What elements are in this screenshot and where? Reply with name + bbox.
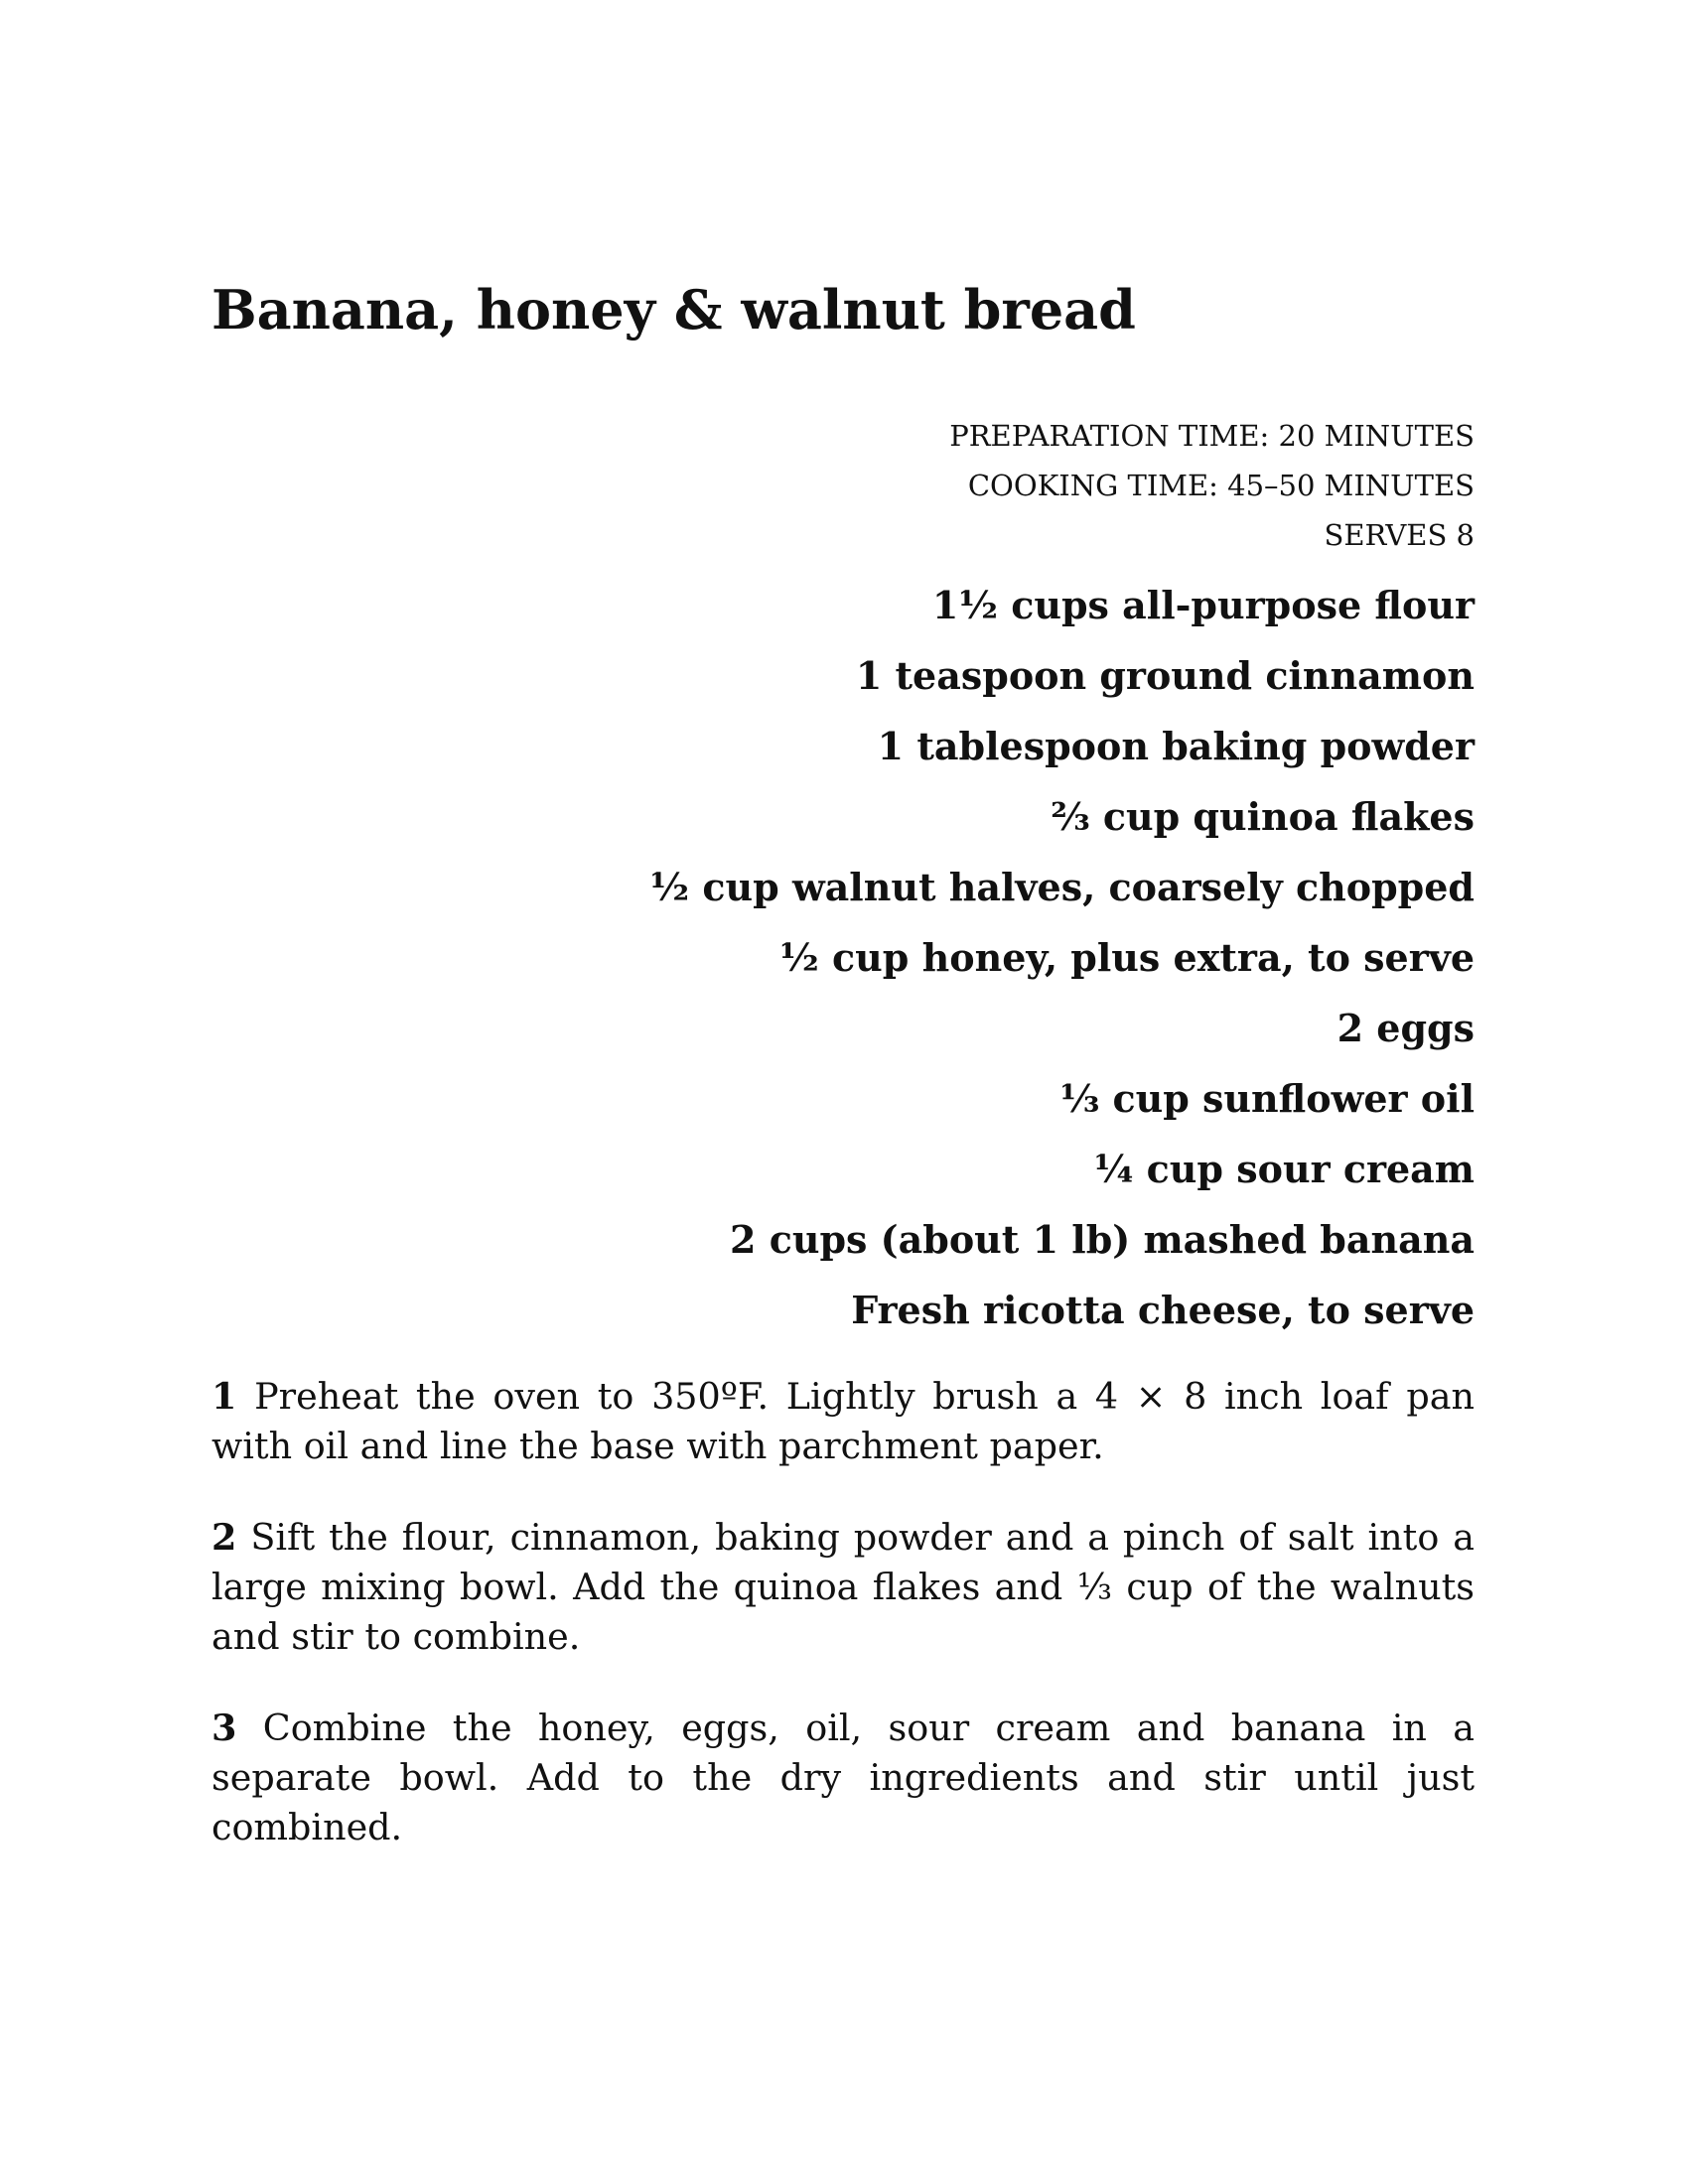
step-text: Combine the honey, eggs, oil, sour cream and banana in a separate bowl. Add to the dry ingredients and stir until just combined. xyxy=(211,1706,1475,1848)
ingredient-item: 1 teaspoon ground cinnamon xyxy=(855,653,1475,698)
ingredient-item: Fresh ricotta cheese, to serve xyxy=(851,1288,1475,1332)
method-step-1 xyxy=(211,1372,1475,1471)
ingredient-item: ⅓ cup sunflower oil xyxy=(1059,1076,1475,1121)
step-text: Preheat the oven to 350ºF. Lightly brush a 4 × 8 inch loaf pan with oil and line the base with parchment paper. xyxy=(211,1375,1475,1467)
ingredient-list xyxy=(650,570,1475,1345)
ingredient-item: 1 tablespoon baking powder xyxy=(877,724,1475,768)
step-text: Sift the flour, cinnamon, baking powder and a pinch of salt into a large mixing bowl. Add the quinoa flakes and ⅓ cup of the walnuts and stir to combine. xyxy=(211,1516,1475,1658)
recipe-page xyxy=(211,0,1475,2184)
method-step-2 xyxy=(211,1513,1475,1662)
recipe-title: Banana, honey & walnut bread xyxy=(211,278,1136,341)
method-step-3 xyxy=(211,1704,1475,1852)
ingredient-item: ½ cup walnut halves, coarsely chopped xyxy=(649,865,1475,909)
ingredient-item: ¼ cup sour cream xyxy=(1093,1147,1475,1191)
servings: SERVES 8 xyxy=(1324,518,1475,552)
cooking-time: COOKING TIME: 45–50 MINUTES xyxy=(967,469,1475,502)
recipe-meta xyxy=(949,411,1475,560)
ingredient-item: 1½ cups all-purpose flour xyxy=(931,583,1475,627)
ingredient-item: ½ cup honey, plus extra, to serve xyxy=(779,935,1475,980)
preparation-time: PREPARATION TIME: 20 MINUTES xyxy=(949,419,1475,453)
step-number: 2 xyxy=(211,1516,237,1559)
ingredient-item: 2 eggs xyxy=(1336,1006,1475,1050)
step-number: 3 xyxy=(211,1706,237,1749)
step-number: 1 xyxy=(211,1375,237,1418)
ingredient-item: ⅔ cup quinoa flakes xyxy=(1051,794,1475,839)
ingredient-item: 2 cups (about 1 lb) mashed banana xyxy=(730,1217,1475,1262)
